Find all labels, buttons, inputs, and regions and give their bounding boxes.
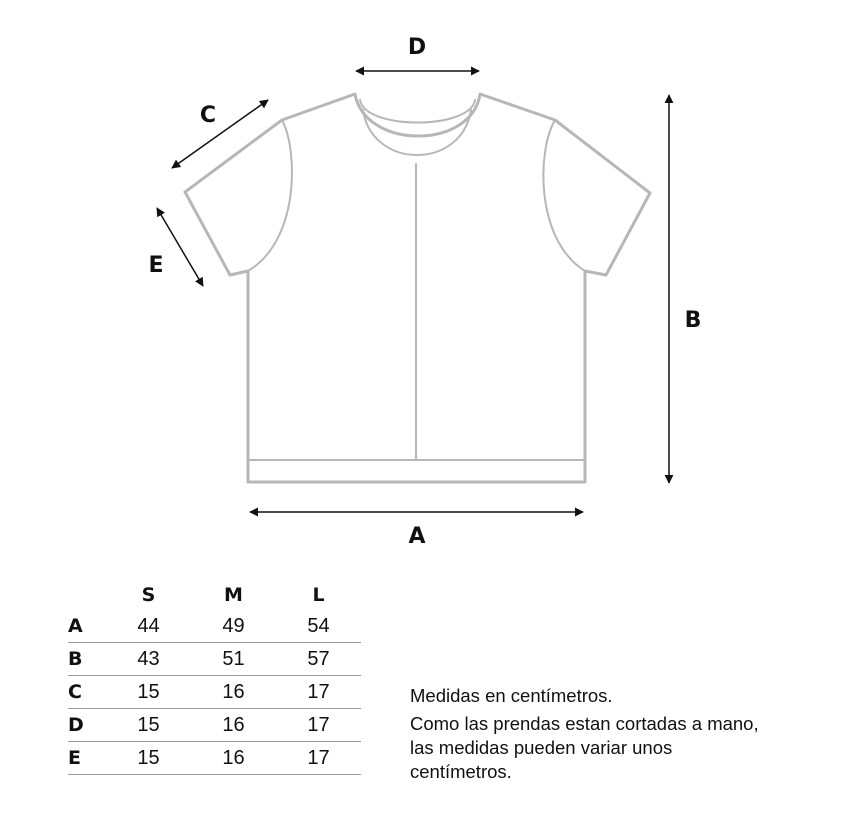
table-cell: 15 <box>106 742 191 775</box>
tshirt-body-outline <box>185 94 650 482</box>
measurement-row-label: B <box>68 643 106 676</box>
units-note: Medidas en centímetros. <box>410 685 613 706</box>
table-cell: 15 <box>106 709 191 742</box>
table-row <box>68 610 361 643</box>
table-row <box>68 676 361 709</box>
size-table-header <box>68 580 361 610</box>
table-cell: 51 <box>191 643 276 676</box>
table-row <box>68 643 361 676</box>
dimension-e-label: E <box>148 253 164 278</box>
table-cell: 17 <box>276 709 361 742</box>
dimension-e-arrow <box>157 208 203 286</box>
table-cell: 54 <box>276 610 361 643</box>
table-cell: 15 <box>106 676 191 709</box>
measurement-row-label: A <box>68 610 106 643</box>
size-column-header: S <box>141 584 156 606</box>
table-row <box>68 742 361 775</box>
size-column-header: L <box>312 584 325 606</box>
dimension-a-label: A <box>408 524 426 549</box>
variation-note: Como las prendas estan cortadas a mano, las medidas pueden variar unos centímetros. <box>410 713 759 782</box>
tshirt-outline <box>185 94 650 482</box>
table-cell: 49 <box>191 610 276 643</box>
table-cell: 17 <box>276 742 361 775</box>
table-cell: 16 <box>191 709 276 742</box>
table-cell: 43 <box>106 643 191 676</box>
table-cell: 16 <box>191 742 276 775</box>
size-column-header: M <box>224 584 243 606</box>
table-cell: 44 <box>106 610 191 643</box>
dimension-c-arrow <box>172 100 268 168</box>
size-table <box>68 580 361 775</box>
size-table-corner <box>68 580 106 610</box>
left-sleeve-seam <box>248 120 292 271</box>
table-cell: 17 <box>276 676 361 709</box>
dimension-d-label: D <box>407 35 427 60</box>
table-row <box>68 709 361 742</box>
collar-band-line <box>360 100 475 123</box>
dimension-b-label: B <box>684 308 702 333</box>
measurement-row-label: D <box>68 709 106 742</box>
measurement-row-label: C <box>68 676 106 709</box>
measurement-row-label: E <box>68 742 106 775</box>
table-cell: 57 <box>276 643 361 676</box>
right-sleeve-seam <box>543 120 585 271</box>
dimension-c-label: C <box>199 103 217 128</box>
table-cell: 16 <box>191 676 276 709</box>
